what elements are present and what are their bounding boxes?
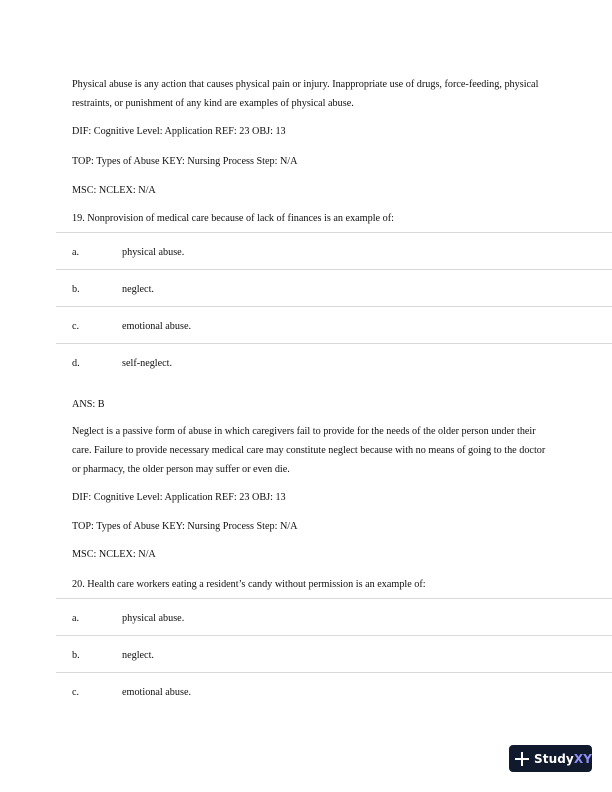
q18-explanation: Physical abuse is any action that causes physical pain or injury. Inappropriate use of drugs, force-feeding, physical restraints, or punishment of any kind are examples of physical abuse. [72, 79, 539, 109]
q19-option-b-text: neglect. [122, 284, 154, 295]
option-divider [56, 306, 612, 307]
option-divider [56, 635, 612, 636]
q19-option-d-text: self-neglect. [122, 358, 173, 369]
option-divider [56, 232, 612, 233]
studyxy-badge[interactable] [509, 745, 592, 772]
q19-option-c-text: emotional abuse. [122, 321, 192, 332]
q18-top: TOP: Types of Abuse KEY: Nursing Process Step: N/A [72, 156, 298, 167]
q20-option-b-letter: b. [72, 650, 80, 661]
q20-option-b-text: neglect. [122, 650, 154, 661]
option-divider [56, 672, 612, 673]
q18-msc: MSC: NCLEX: N/A [72, 185, 156, 196]
q19-question: 19. Nonprovision of medical care because of lack of finances is an example of: [72, 213, 394, 224]
q19-option-c-letter: c. [72, 321, 80, 332]
q19-option-b-letter: b. [72, 284, 80, 295]
q19-answer: ANS: B [72, 399, 105, 410]
q20-question: 20. Health care workers eating a resident’s candy without permission is an example of: [72, 579, 426, 590]
q19-dif: DIF: Cognitive Level: Application REF: 23 OBJ: 13 [72, 492, 286, 503]
q18-dif: DIF: Cognitive Level: Application REF: 23 OBJ: 13 [72, 126, 286, 137]
q19-msc: MSC: NCLEX: N/A [72, 549, 156, 560]
q20-option-c-letter: c. [72, 687, 80, 698]
q20-option-c-text: emotional abuse. [122, 687, 192, 698]
q19-top: TOP: Types of Abuse KEY: Nursing Process Step: N/A [72, 521, 298, 532]
q19-option-a-letter: a. [72, 247, 80, 258]
q19-option-a-text: physical abuse. [122, 247, 185, 258]
option-divider [56, 598, 612, 599]
q19-explanation: Neglect is a passive form of abuse in which caregivers fail to provide for the needs of the older person under their care. Failure to provide necessary medical care may constitute neglect because with no means of going to the doctor or pharmacy, the older person may suffer or even die. [72, 426, 546, 475]
option-divider [56, 269, 612, 270]
option-divider [56, 343, 612, 344]
q19-option-d-letter: d. [72, 358, 80, 369]
plus-icon [515, 752, 529, 766]
q20-option-a-letter: a. [72, 613, 80, 624]
studyxy-logo-text: StudyXY [534, 751, 592, 766]
q20-option-a-text: physical abuse. [122, 613, 185, 624]
